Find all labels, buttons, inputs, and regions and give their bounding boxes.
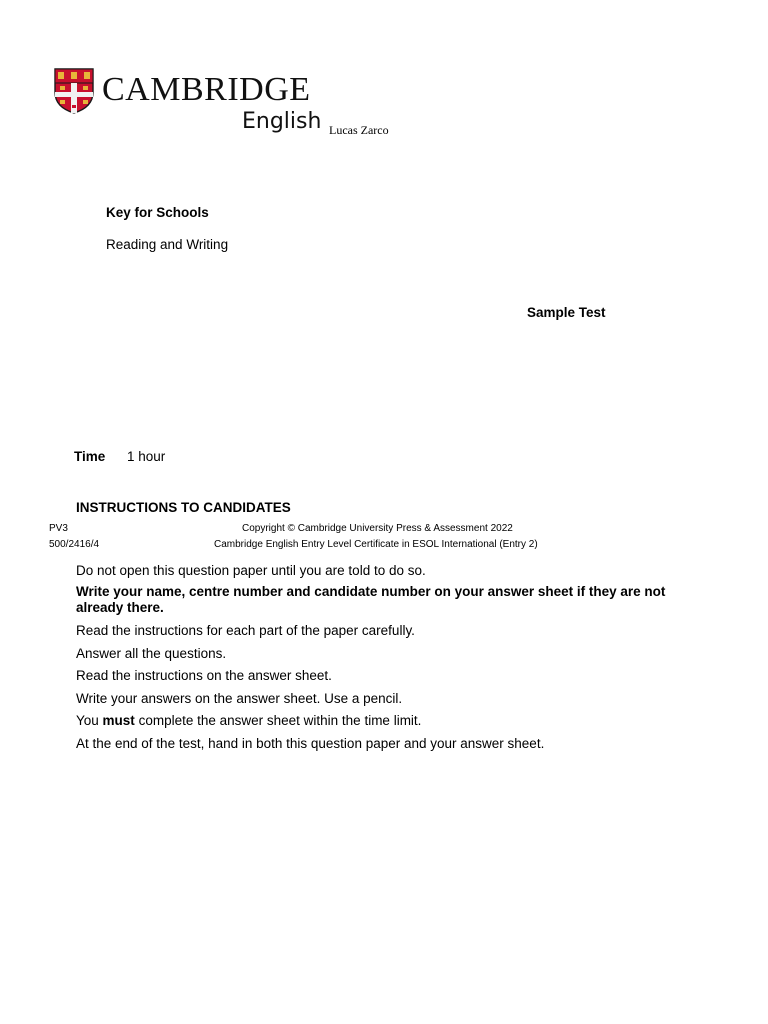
instruction-must-prefix: You: [76, 713, 103, 728]
instruction-item: Write your name, centre number and candidate number on your answer sheet if they are not already there.: [76, 584, 666, 615]
sample-test-label: Sample Test: [527, 305, 606, 320]
instruction-item: Read the instructions on the answer sheet.: [76, 668, 332, 683]
author-name: Lucas Zarco: [329, 123, 389, 137]
exam-title: Key for Schools: [106, 205, 209, 220]
instruction-must-suffix: complete the answer sheet within the time limit.: [134, 713, 422, 728]
instruction-must-word: must: [102, 713, 135, 728]
instructions-heading: INSTRUCTIONS TO CANDIDATES: [76, 500, 291, 515]
footer-qualification-number: 500/2416/4: [49, 539, 100, 550]
instruction-item: At the end of the test, hand in both this question paper and your answer sheet.: [76, 736, 545, 751]
instruction-item: Do not open this question paper until you are told to do so.: [76, 563, 426, 578]
footer-certificate-name: Cambridge English Entry Level Certificate in ESOL International (Entry 2): [214, 539, 538, 550]
footer-paper-code: PV3: [49, 523, 68, 534]
exam-paper-name: Reading and Writing: [106, 237, 229, 252]
time-value: 1 hour: [127, 449, 166, 464]
instruction-item: Answer all the questions.: [76, 646, 227, 661]
instruction-item: Write your answers on the answer sheet. Use a pencil.: [76, 691, 403, 706]
time-label: Time: [74, 449, 106, 464]
instruction-item: Read the instructions for each part of the paper carefully.: [76, 623, 415, 638]
logo-subtitle: English: [242, 109, 322, 134]
footer-copyright: Copyright © Cambridge University Press & Assessment 2022: [242, 523, 513, 534]
cambridge-shield-logo-icon: [54, 68, 94, 114]
instruction-item: [76, 713, 421, 729]
logo-wordmark: CAMBRIDGE: [102, 71, 311, 108]
